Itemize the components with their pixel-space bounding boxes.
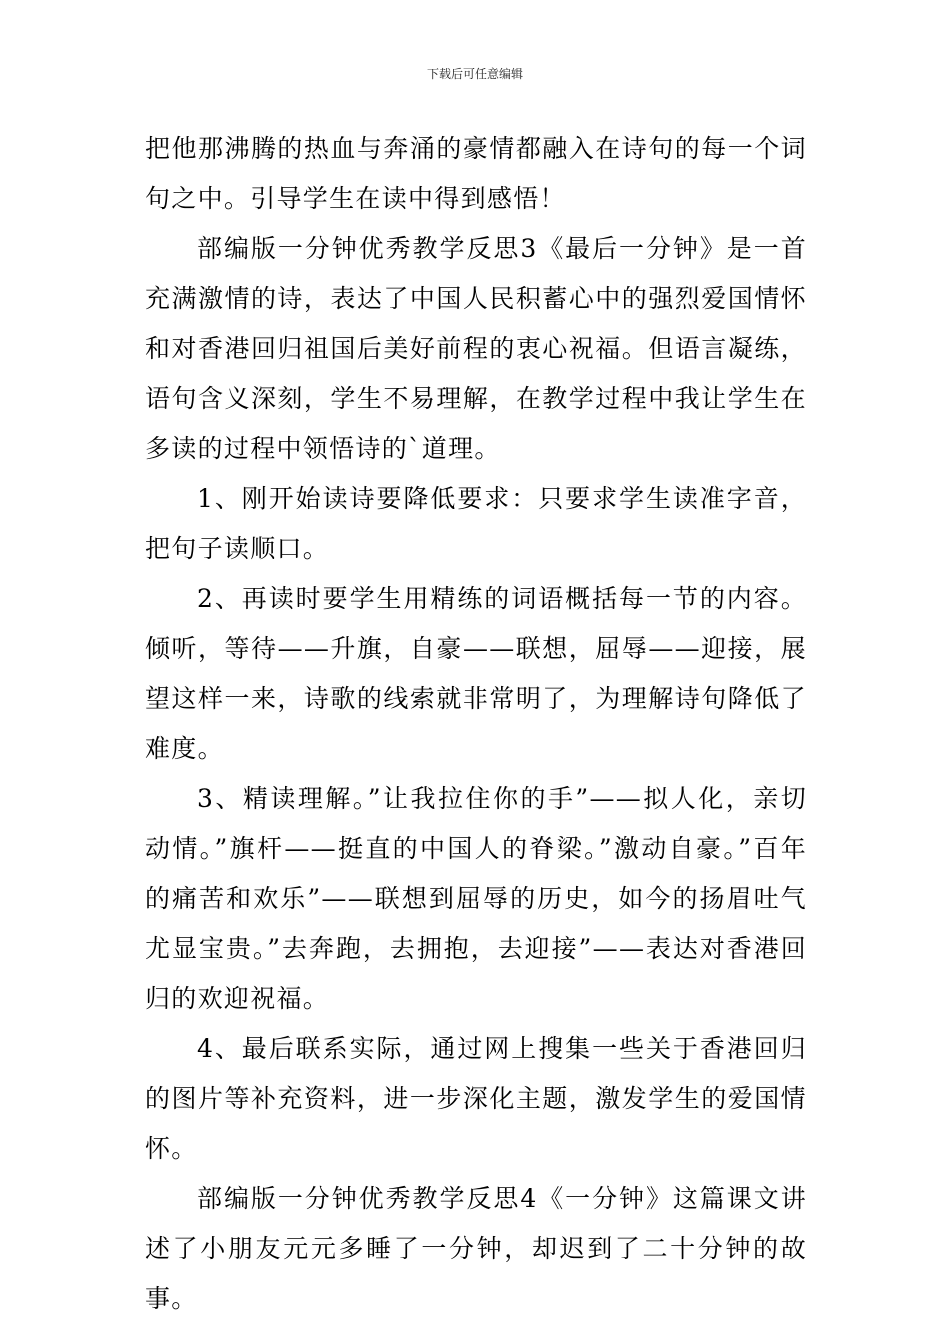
paragraph-continuation: 把他那沸腾的热血与奔涌的豪情都融入在诗句的每一个词句之中。引导学生在读中得到感悟！ [145,134,807,213]
paragraph-reflection-3-intro: 部编版一分钟优秀教学反思3《最后一分钟》是一首充满激情的诗，表达了中国人民积蓄心中的强烈爱国情怀和对香港回归祖国后美好前程的衷心祝福。但语言凝练，语句含义深刻，学生不易理解，在教学过程中我让学生在多读的过程中领悟诗的`道理。 [145,234,807,463]
page-header: 下载后可任意编辑 [426,67,523,81]
paragraph-reflection-4-intro: 部编版一分钟优秀教学反思4《一分钟》这篇课文讲述了小朋友元元多睡了一分钟，却迟到了二十分钟的故事。 [145,1184,807,1313]
paragraph-step-1: 1、刚开始读诗要降低要求：只要求学生读准字音，把句子读顺口。 [145,484,807,563]
document-body [145,124,807,1324]
paragraph-step-2: 2、再读时要学生用精练的词语概括每一节的内容。倾听，等待——升旗，自豪——联想，屈辱——迎接，展望这样一来，诗歌的线索就非常明了，为理解诗句降低了难度。 [145,584,807,763]
paragraph-step-4: 4、最后联系实际，通过网上搜集一些关于香港回归的图片等补充资料，进一步深化主题，激发学生的爱国情怀。 [145,1034,807,1163]
paragraph-step-3: 3、精读理解。”让我拉住你的手”——拟人化，亲切动情。”旗杆——挺直的中国人的脊梁。”激动自豪。”百年的痛苦和欢乐”——联想到屈辱的历史，如今的扬眉吐气尤显宝贵。”去奔跑，去拥抱，去迎接”——表达对香港回归的欢迎祝福。 [145,784,807,1013]
